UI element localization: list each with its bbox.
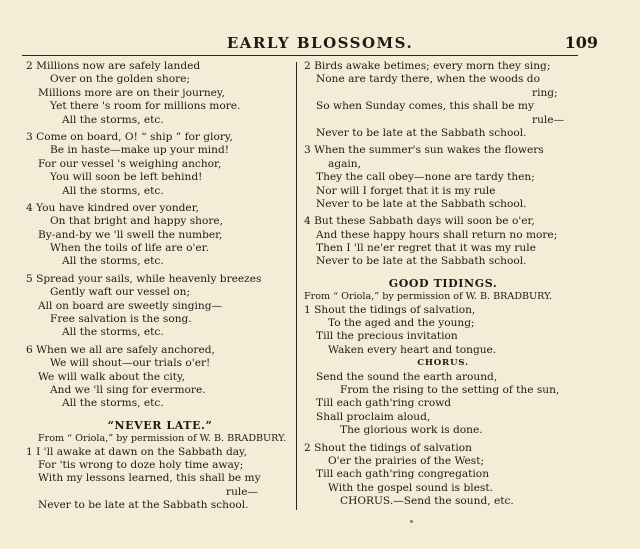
verse-line: All on board are sweetly singing— bbox=[38, 299, 223, 312]
verse-line: They the call obey—none are tardy then; bbox=[316, 171, 535, 184]
right-column bbox=[304, 60, 582, 509]
verse-line: O'er the prairies of the West; bbox=[328, 454, 485, 467]
left-column bbox=[26, 60, 294, 513]
verse-line: Free salvation is the song. bbox=[50, 313, 192, 326]
verse-line: 1 Shout the tidings of salvation, bbox=[304, 303, 476, 316]
verse-line: Till the precious invitation bbox=[316, 330, 458, 343]
verse-line: Never to be late at the Sabbath school. bbox=[316, 255, 527, 268]
verse-line: ring; bbox=[532, 86, 558, 99]
verse-line: And we 'll sing for evermore. bbox=[50, 383, 206, 396]
song-title: GOOD TIDINGS. bbox=[388, 276, 498, 290]
verse-line: By-and-by we 'll swell the number, bbox=[38, 228, 223, 241]
verse-line: Yet there 's room for millions more. bbox=[50, 100, 241, 113]
verse-line: 4 You have kindred over yonder, bbox=[26, 201, 199, 214]
refrain-line: All the storms, etc. bbox=[62, 255, 164, 268]
verse-line: We will walk about the city, bbox=[38, 370, 185, 383]
verse-line: again, bbox=[328, 157, 361, 170]
verse-line: Never to be late at the Sabbath school. bbox=[316, 126, 527, 139]
verse-line: None are tardy there, when the woods do bbox=[316, 73, 540, 86]
running-header: EARLY BLOSSOMS. bbox=[226, 34, 414, 52]
song-credit: From “ Oriola,” by permission of W. B. BRADBURY. bbox=[304, 291, 553, 303]
column-divider bbox=[296, 62, 297, 510]
verse-line: Millions more are on their journey, bbox=[38, 86, 225, 99]
verse-line: For 'tis wrong to doze holy time away; bbox=[38, 458, 244, 471]
verse-line: 1 I 'll awake at dawn on the Sabbath day, bbox=[26, 445, 247, 458]
verse-line: Over on the golden shore; bbox=[50, 73, 190, 86]
verse-line: 2 Birds awake betimes; every morn they sing; bbox=[304, 60, 551, 72]
verse-line: To the aged and the young; bbox=[328, 317, 475, 330]
verse-line: And these happy hours shall return no more; bbox=[316, 228, 558, 241]
chorus-heading: CHORUS. bbox=[417, 358, 469, 369]
verse-line: Nor will I forget that it is my rule bbox=[316, 184, 496, 197]
verse-line: 3 When the summer's sun wakes the flowers bbox=[304, 144, 544, 157]
verse-line: Be in haste—make up your mind! bbox=[50, 144, 229, 157]
verse-line: We will shout—our trials o'er! bbox=[50, 357, 211, 370]
verse-line: You will soon be left behind! bbox=[50, 171, 203, 184]
chorus-line: Shall proclaim aloud, bbox=[316, 410, 431, 423]
verse-line: With the gospel sound is blest. bbox=[328, 481, 493, 494]
refrain-line: All the storms, etc. bbox=[62, 113, 164, 126]
refrain-line: All the storms, etc. bbox=[62, 326, 164, 339]
verse-line: rule— bbox=[532, 113, 565, 126]
verse-line: 4 But these Sabbath days will soon be o'er, bbox=[304, 215, 535, 228]
verse-line: On that bright and happy shore, bbox=[50, 215, 224, 228]
page-speck bbox=[410, 520, 413, 523]
verse-line: Waken every heart and tongue. bbox=[328, 343, 497, 356]
verse-line: Till each gath'ring congregation bbox=[316, 468, 490, 481]
chorus-line: Send the sound the earth around, bbox=[316, 370, 498, 383]
verse-line: 2 Millions now are safely landed bbox=[26, 60, 201, 72]
verse-line: 6 When we all are safely anchored, bbox=[26, 343, 215, 356]
verse-line: Never to be late at the Sabbath school. bbox=[316, 197, 527, 210]
refrain-line: All the storms, etc. bbox=[62, 397, 164, 410]
verse-line: When the toils of life are o'er. bbox=[50, 242, 209, 255]
chorus-line: Till each gath'ring crowd bbox=[316, 397, 452, 410]
chorus-reference: CHORUS.—Send the sound, etc. bbox=[340, 495, 514, 508]
chorus-line: The glorious work is done. bbox=[340, 424, 483, 437]
header-rule bbox=[22, 55, 578, 56]
verse-line: Gently waft our vessel on; bbox=[50, 286, 191, 299]
chorus-line: From the rising to the setting of the sun, bbox=[340, 383, 560, 396]
verse-line: rule— bbox=[226, 485, 259, 498]
refrain-line: All the storms, etc. bbox=[62, 184, 164, 197]
verse-line: 5 Spread your sails, while heavenly breezes bbox=[26, 272, 262, 285]
verse-line: 3 Come on board, O! “ ship ” for glory, bbox=[26, 130, 233, 143]
verse-line: For our vessel 's weighing anchor, bbox=[38, 157, 222, 170]
verse-line: Then I 'll ne'er regret that it was my rule bbox=[316, 242, 536, 255]
verse-line: With my lessons learned, this shall be my bbox=[38, 472, 261, 485]
verse-line: Never to be late at the Sabbath school. bbox=[38, 499, 249, 512]
page-number: 109 bbox=[564, 33, 598, 52]
verse-line: 2 Shout the tidings of salvation bbox=[304, 441, 472, 454]
song-credit: From “ Oriola,” by permission of W. B. BRADBURY. bbox=[38, 433, 287, 445]
verse-line: So when Sunday comes, this shall be my bbox=[316, 100, 534, 113]
song-title: “NEVER LATE.” bbox=[107, 418, 213, 432]
